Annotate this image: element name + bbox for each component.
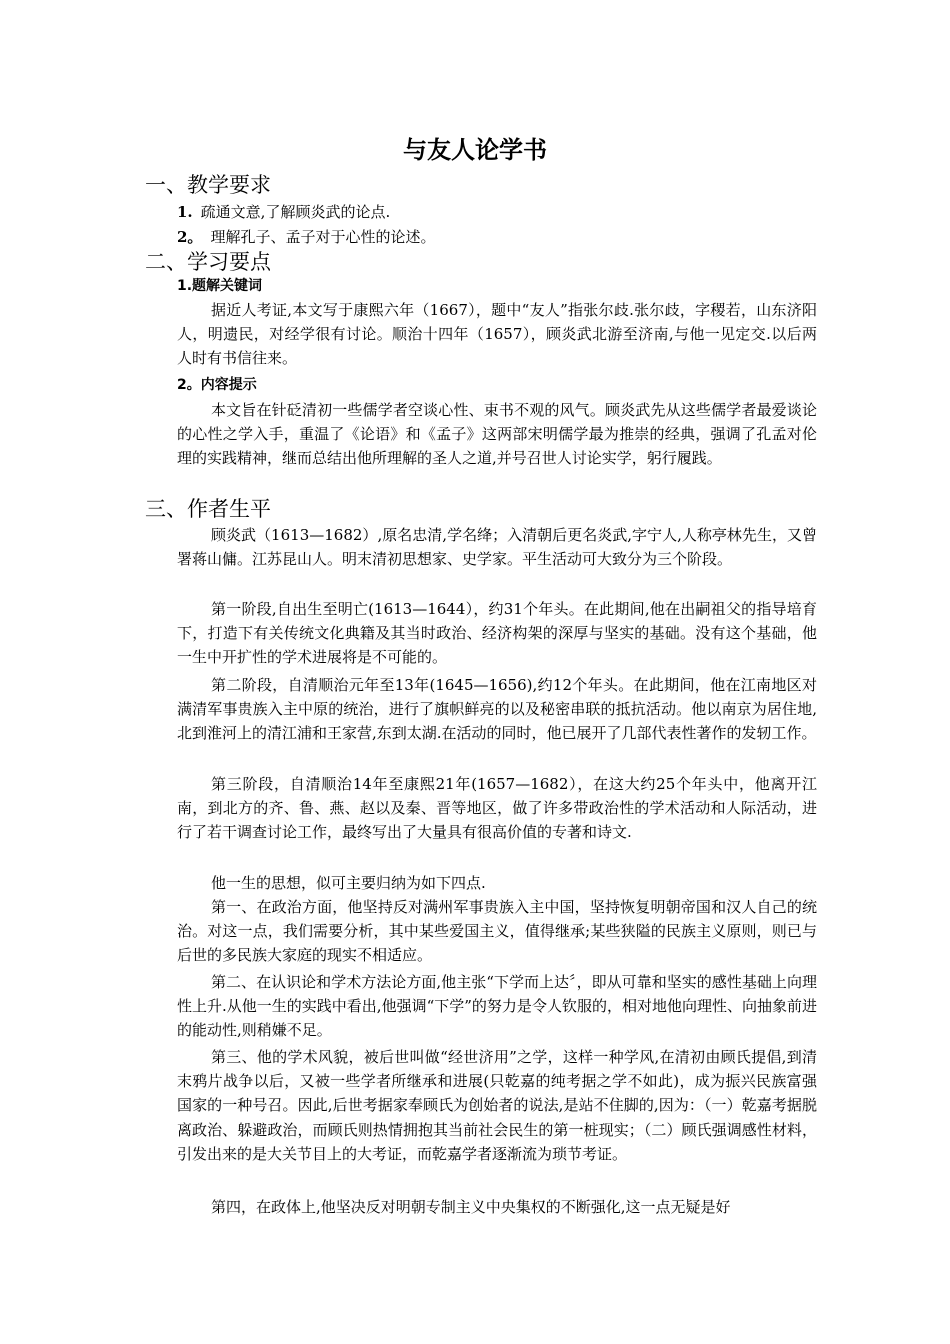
paragraph: 第二、在认识论和学术方法论方面,他主张“下学而上达〞，即从可靠和坚实的感性基础上向理性上升.从他一生的实践中看出,他强调“下学”的努力是令人钦服的，相对地他向理性、向抽象前进的能动性,则稍嫌不足。 <box>177 973 817 1040</box>
list-item-number: 2。 <box>177 228 203 246</box>
paragraph: 第三、他的学术风貌，被后世叫做“经世济用”之学，这样一种学风,在清初由顾氏提倡,到清末鸦片战争以后，又被一些学者所继承和进展(只乾嘉的纯考据之学不如此)，成为振兴民族富强国家的一种号召。因此,后世考据家奉顾氏为创始者的说法,是站不住脚的,因为：（一）乾嘉考据脱离政治、躲避政治，而顾氏则热情拥抱其当前社会民生的第一桩现实；（二）顾氏强调感性材料，引发出来的是大关节目上的大考证，而乾嘉学者逐渐流为琐节考证。 <box>177 1048 817 1163</box>
list-item-text: 理解孔子、孟子对于心性的论述。 <box>210 228 436 246</box>
paragraph: 第一、在政治方面，他坚持反对满州军事贵族入主中国，坚持恢复明朝帝国和汉人自己的统治。对这一点，我们需要分析，其中某些爱国主义，值得继承;某些狭隘的民族主义原则，则已与后世的多民族大家庭的现实不相适应。 <box>177 898 817 965</box>
paragraph: 第四，在政体上,他坚决反对明朝专制主义中央集权的不断强化,这一点无疑是好 <box>211 1198 731 1216</box>
paragraph: 本文旨在针砭清初一些儒学者空谈心性、束书不观的风气。顾炎武先从这些儒学者最爱谈论的心性之学入手，重温了《论语》和《孟子》这两部宋明儒学最为推崇的经典，强调了孔孟对伦理的实践精神，继而总结出他所理解的圣人之道,并号召世人讨论实学，躬行履践。 <box>177 401 817 468</box>
section-heading-study-points: 二、学习要点 <box>145 250 271 274</box>
list-item <box>177 201 390 223</box>
sub-heading-content-hints: 2。内容提示 <box>177 377 257 393</box>
paragraph: 第三阶段，自清顺治14年至康熙21年(1657—1682），在这大约25个年头中，他离开江南，到北方的齐、鲁、燕、赵以及秦、晋等地区，做了许多带政治性的学术活动和人际活动，进行了若干调查讨论工作，最终写出了大量具有很高价值的专著和诗文. <box>177 775 817 842</box>
paragraph: 第一阶段,自出生至明亡(1613—1644），约31个年头。在此期间,他在出嗣祖父的指导培育下，打造下有关传统文化典籍及其当时政治、经济构架的深厚与坚实的基础。没有这个基础，他一生中开扩性的学术进展将是不可能的。 <box>177 600 817 667</box>
paragraph: 顾炎武（1613—1682）,原名忠清,学名绛；入清朝后更名炎武,字宁人,人称亭林先生，又曾署蒋山傭。江苏昆山人。明末清初思想家、史学家。平生活动可大致分为三个阶段。 <box>177 526 817 569</box>
list-item-number: 1. <box>177 203 193 221</box>
sub-heading-title-keywords: 1.题解关键词 <box>177 278 263 294</box>
section-heading-teaching-requirements: 一、教学要求 <box>145 173 271 197</box>
list-item-text: 疏通文意,了解顾炎武的论点. <box>200 203 391 221</box>
document-title: 与友人论学书 <box>403 135 547 164</box>
paragraph: 第二阶段，自清顺治元年至13年(1645—1656),约12个年头。在此期间，他在江南地区对满清军事贵族入主中原的统治，进行了旗帜鲜亮的以及秘密串联的抵抗活动。他以南京为居住地,北到淮河上的清江浦和王家营,东到太湖.在活动的同时，他已展开了几部代表性著作的发轫工作。 <box>177 676 817 743</box>
paragraph: 据近人考证,本文写于康熙六年（1667），题中“友人”指张尔歧.张尔歧，字稷若，山东济阳人，明遗民，对经学很有讨论。顺治十四年（1657），顾炎武北游至济南,与他一见定交.以后两人时有书信往来。 <box>177 301 817 368</box>
paragraph: 他一生的思想，似可主要归纳为如下四点. <box>211 874 486 892</box>
section-heading-author-biography: 三、作者生平 <box>145 497 271 521</box>
list-item <box>177 226 435 248</box>
